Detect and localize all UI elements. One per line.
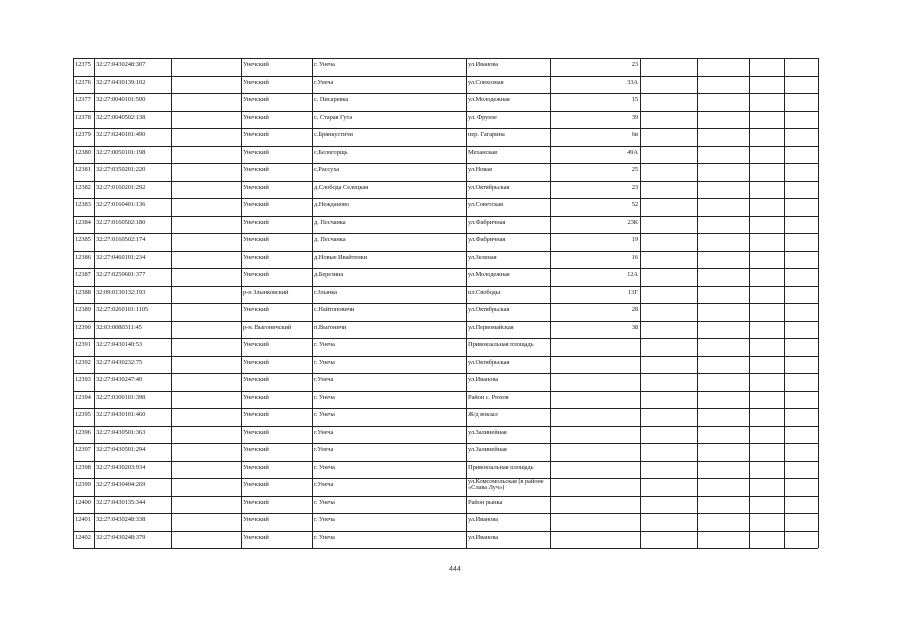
cadastral-number-cell: 32:27:0430248:379 xyxy=(96,533,146,541)
row-number-cell: 12394 xyxy=(75,393,91,401)
district-cell: Унечский xyxy=(243,428,269,436)
table-row-divider xyxy=(73,268,818,269)
cadastral-number-cell: 32:27:0430248:307 xyxy=(96,61,146,68)
table-row-divider xyxy=(73,391,818,392)
row-number-cell: 12379 xyxy=(75,131,91,138)
district-cell: Унечский xyxy=(243,306,269,313)
cadastral-number-cell: 32:27:0430203:934 xyxy=(96,463,146,471)
cadastral-number-cell: 32:27:0430501:363 xyxy=(96,428,146,436)
district-cell: Унечский xyxy=(243,271,269,278)
cadastral-number-cell: 32:27:0260101:1105 xyxy=(96,306,149,313)
locality-cell: г. Унеча xyxy=(314,533,335,541)
table-row-divider xyxy=(73,548,818,549)
street-cell: Механская xyxy=(468,148,497,156)
locality-cell: д.Березина xyxy=(314,271,344,278)
district-cell: Унечский xyxy=(243,376,269,383)
table-row-divider xyxy=(73,373,818,374)
house-number-cell: 19 xyxy=(631,236,638,243)
house-number-cell: 15 xyxy=(631,96,638,103)
cadastral-number-cell: 32:27:0430101:460 xyxy=(96,411,146,418)
district-cell: Унечский xyxy=(243,236,269,243)
table-row-divider xyxy=(73,443,818,444)
street-cell: Привокзальная площадь xyxy=(468,341,534,348)
street-cell: Привокзальная площадь xyxy=(468,463,534,471)
table-row-divider xyxy=(73,146,818,147)
district-cell: Унечский xyxy=(243,463,269,471)
house-number-cell: 49А xyxy=(627,148,638,156)
row-number-cell: 12397 xyxy=(75,446,91,453)
table-row-divider xyxy=(73,163,818,164)
row-number-cell: 12393 xyxy=(75,376,91,383)
street-cell: ул.Совхозная xyxy=(468,78,504,86)
row-number-cell: 12376 xyxy=(75,78,91,86)
row-number-cell: 12401 xyxy=(75,516,91,523)
registry-table xyxy=(73,58,818,548)
street-cell: Ж/д вокзал xyxy=(468,411,498,418)
locality-cell: г. Унеча xyxy=(314,411,335,418)
row-number-cell: 12387 xyxy=(75,271,91,278)
cadastral-number-cell: 32:27:0430501:294 xyxy=(96,446,146,453)
row-number-cell: 12399 xyxy=(75,481,91,488)
street-cell: ул.Молодежная xyxy=(468,271,510,278)
street-cell: ул.Молодежная xyxy=(468,96,510,103)
locality-cell: с.Рассуха xyxy=(314,166,340,173)
house-number-cell: 23 xyxy=(631,61,638,68)
district-cell: Унечский xyxy=(243,516,269,523)
house-number-cell: 52 xyxy=(631,201,638,208)
house-number-cell: 12А xyxy=(627,271,638,278)
cadastral-number-cell: 32:27:0430135:344 xyxy=(96,498,146,506)
row-number-cell: 12396 xyxy=(75,428,91,436)
row-number-cell: 12381 xyxy=(75,166,91,173)
house-number-cell: 13Г xyxy=(628,288,638,296)
district-cell: р-н. Выгоничский xyxy=(243,323,292,331)
house-number-cell: 33А xyxy=(627,78,638,86)
row-number-cell: 12398 xyxy=(75,463,91,471)
table-row-divider xyxy=(73,233,818,234)
street-cell: ул.Зеленая xyxy=(468,253,497,261)
cadastral-number-cell: 32:27:0050101:198 xyxy=(96,148,146,156)
street-cell: ул.Первомайская xyxy=(468,323,514,331)
locality-cell: с.Найтоповичи xyxy=(314,306,355,313)
locality-cell: г. Унеча xyxy=(314,61,335,68)
cadastral-number-cell: 32:27:0250601:377 xyxy=(96,271,146,278)
row-number-cell: 12389 xyxy=(75,306,91,313)
cadastral-number-cell: 32:27:0160502:180 xyxy=(96,218,146,226)
cadastral-number-cell: 32:27:0430404:269 xyxy=(96,481,146,488)
cadastral-number-cell: 32:27:0350201:220 xyxy=(96,166,146,173)
row-number-cell: 12395 xyxy=(75,411,91,418)
district-cell: Унечский xyxy=(243,481,269,488)
table-row-divider xyxy=(73,58,818,59)
row-number-cell: 12386 xyxy=(75,253,91,261)
locality-cell: г.Унеча xyxy=(314,78,334,86)
cadastral-number-cell: 32:27:0040502:138 xyxy=(96,113,146,121)
row-number-cell: 12380 xyxy=(75,148,91,156)
street-cell: ул.Октябрьская xyxy=(468,358,510,366)
page-number: 444 xyxy=(449,566,461,573)
street-cell: Район с. Рюхов xyxy=(468,393,509,401)
row-number-cell: 12400 xyxy=(75,498,91,506)
street-cell: пер. Гагарина xyxy=(468,131,505,138)
row-number-cell: 12402 xyxy=(75,533,91,541)
street-cell: ул.Иванова xyxy=(468,376,498,383)
locality-cell: г.Злынка xyxy=(314,288,337,296)
district-cell: Унечский xyxy=(243,446,269,453)
locality-cell: д.Нежданово xyxy=(314,201,350,208)
table-row-divider xyxy=(73,111,818,112)
row-number-cell: 12388 xyxy=(75,288,91,296)
cadastral-number-cell: 32:03:0080311:45 xyxy=(96,323,142,331)
table-row-divider xyxy=(73,513,818,514)
row-number-cell: 12378 xyxy=(75,113,91,121)
cadastral-number-cell: 32:27:0460101:234 xyxy=(96,253,146,261)
locality-cell: г.Унеча xyxy=(314,481,334,488)
locality-cell: г. Унеча xyxy=(314,498,335,506)
district-cell: Унечский xyxy=(243,183,269,191)
district-cell: Унечский xyxy=(243,201,269,208)
street-cell: ул.Советская xyxy=(468,201,503,208)
row-number-cell: 12375 xyxy=(75,61,91,68)
row-number-cell: 12377 xyxy=(75,96,91,103)
district-cell: Унечский xyxy=(243,393,269,401)
house-number-cell: 23 xyxy=(631,183,638,191)
row-number-cell: 12391 xyxy=(75,341,91,348)
district-cell: Унечский xyxy=(243,166,269,173)
table-row-divider xyxy=(73,286,818,287)
street-cell: ул.Октябрьская xyxy=(468,183,510,191)
locality-cell: с.Брянкустичи xyxy=(314,131,353,138)
district-cell: Унечский xyxy=(243,131,269,138)
table-row-divider xyxy=(73,496,818,497)
locality-cell: с.Белогорщь xyxy=(314,148,348,156)
cadastral-number-cell: 32:27:0240101:490 xyxy=(96,131,146,138)
house-number-cell: 39 xyxy=(631,113,638,121)
district-cell: Унечский xyxy=(243,148,269,156)
district-cell: Унечский xyxy=(243,533,269,541)
street-cell: ул.Октябрьская xyxy=(468,306,510,313)
street-cell: ул. Фрунзе xyxy=(468,113,497,121)
cadastral-number-cell: 32:27:0430247:40 xyxy=(96,376,143,383)
cadastral-number-cell: 32:27:0160201:292 xyxy=(96,183,146,191)
table-row-divider xyxy=(73,478,818,479)
table-row-divider xyxy=(73,338,818,339)
table-row-divider xyxy=(73,531,818,532)
locality-cell: д.Новые Ивайтенки xyxy=(314,253,368,261)
district-cell: Унечский xyxy=(243,113,269,121)
locality-cell: п.Выгоничи xyxy=(314,323,347,331)
table-row-divider xyxy=(73,426,818,427)
cadastral-number-cell: 32:27:0430232:75 xyxy=(96,358,143,366)
table-row-divider xyxy=(73,128,818,129)
locality-cell: с. Старая Гута xyxy=(314,113,353,121)
locality-cell: г. Унеча xyxy=(314,463,335,471)
cadastral-number-cell: 32:27:0160502:174 xyxy=(96,236,146,243)
locality-cell: г. Унеча xyxy=(314,358,335,366)
locality-cell: д. Песчанка xyxy=(314,236,346,243)
cadastral-number-cell: 32:27:0430140:53 xyxy=(96,341,143,348)
table-row-divider xyxy=(73,76,818,77)
house-number-cell: 38 xyxy=(631,323,638,331)
table-column-divider xyxy=(818,58,819,548)
cadastral-number-cell: 32:09:0130132:193 xyxy=(96,288,146,296)
district-cell: Унечский xyxy=(243,411,269,418)
house-number-cell: 6в xyxy=(631,131,638,138)
locality-cell: г. Унеча xyxy=(314,341,335,348)
street-cell: ул.Иванова xyxy=(468,533,498,541)
locality-cell: д.Слобода Селецкая xyxy=(314,183,368,191)
table-row-divider xyxy=(73,93,818,94)
cadastral-number-cell: 32:27:0430139:102 xyxy=(96,78,146,86)
locality-cell: г. Унеча xyxy=(314,516,335,523)
district-cell: Унечский xyxy=(243,78,269,86)
district-cell: Унечский xyxy=(243,498,269,506)
locality-cell: д. Песчанка xyxy=(314,218,346,226)
table-row-divider xyxy=(73,181,818,182)
street-cell: ул.Иванова xyxy=(468,61,498,68)
district-cell: Унечский xyxy=(243,253,269,261)
table-row-divider xyxy=(73,408,818,409)
district-cell: Унечский xyxy=(243,341,269,348)
cadastral-number-cell: 32:27:0160401:136 xyxy=(96,201,146,208)
table-row-divider xyxy=(73,251,818,252)
cadastral-number-cell: 32:27:0430248:338 xyxy=(96,516,146,523)
table-row-divider xyxy=(73,356,818,357)
district-cell: Унечский xyxy=(243,358,269,366)
district-cell: Унечский xyxy=(243,96,269,103)
street-cell: Район рынка xyxy=(468,498,503,506)
locality-cell: г.Унеча xyxy=(314,428,334,436)
row-number-cell: 12383 xyxy=(75,201,91,208)
street-cell: ул.Залинейная xyxy=(468,428,507,436)
house-number-cell: 23К xyxy=(627,218,638,226)
street-cell: ул.Залинейная xyxy=(468,446,507,453)
street-cell: ул.Новая xyxy=(468,166,492,173)
street-cell: ул.Фабричная xyxy=(468,218,506,226)
row-number-cell: 12392 xyxy=(75,358,91,366)
locality-cell: г.Унеча xyxy=(314,376,334,383)
district-cell: р-н Злынковский xyxy=(243,288,289,296)
cadastral-number-cell: 32:27:0040101:500 xyxy=(96,96,146,103)
row-number-cell: 12385 xyxy=(75,236,91,243)
street-cell: ул.Комсомольская (в районе «Слава Луч») xyxy=(468,479,544,491)
locality-cell: г. Унеча xyxy=(314,393,335,401)
house-number-cell: 16 xyxy=(631,253,638,261)
table-row-divider xyxy=(73,216,818,217)
house-number-cell: 28 xyxy=(631,306,638,313)
cadastral-number-cell: 32:27:0300101:398 xyxy=(96,393,146,401)
street-cell: пл.Свободы xyxy=(468,288,501,296)
table-row-divider xyxy=(73,303,818,304)
table-row-divider xyxy=(73,198,818,199)
locality-cell: г.Унеча xyxy=(314,446,334,453)
house-number-cell: 25 xyxy=(631,166,638,173)
row-number-cell: 12382 xyxy=(75,183,91,191)
table-row-divider xyxy=(73,461,818,462)
table-row-divider xyxy=(73,321,818,322)
district-cell: Унечский xyxy=(243,61,269,68)
row-number-cell: 12390 xyxy=(75,323,91,331)
street-cell: ул.Фабричная xyxy=(468,236,506,243)
street-cell: ул.Иванова xyxy=(468,516,498,523)
locality-cell: с. Писаревка xyxy=(314,96,349,103)
district-cell: Унечский xyxy=(243,218,269,226)
row-number-cell: 12384 xyxy=(75,218,91,226)
